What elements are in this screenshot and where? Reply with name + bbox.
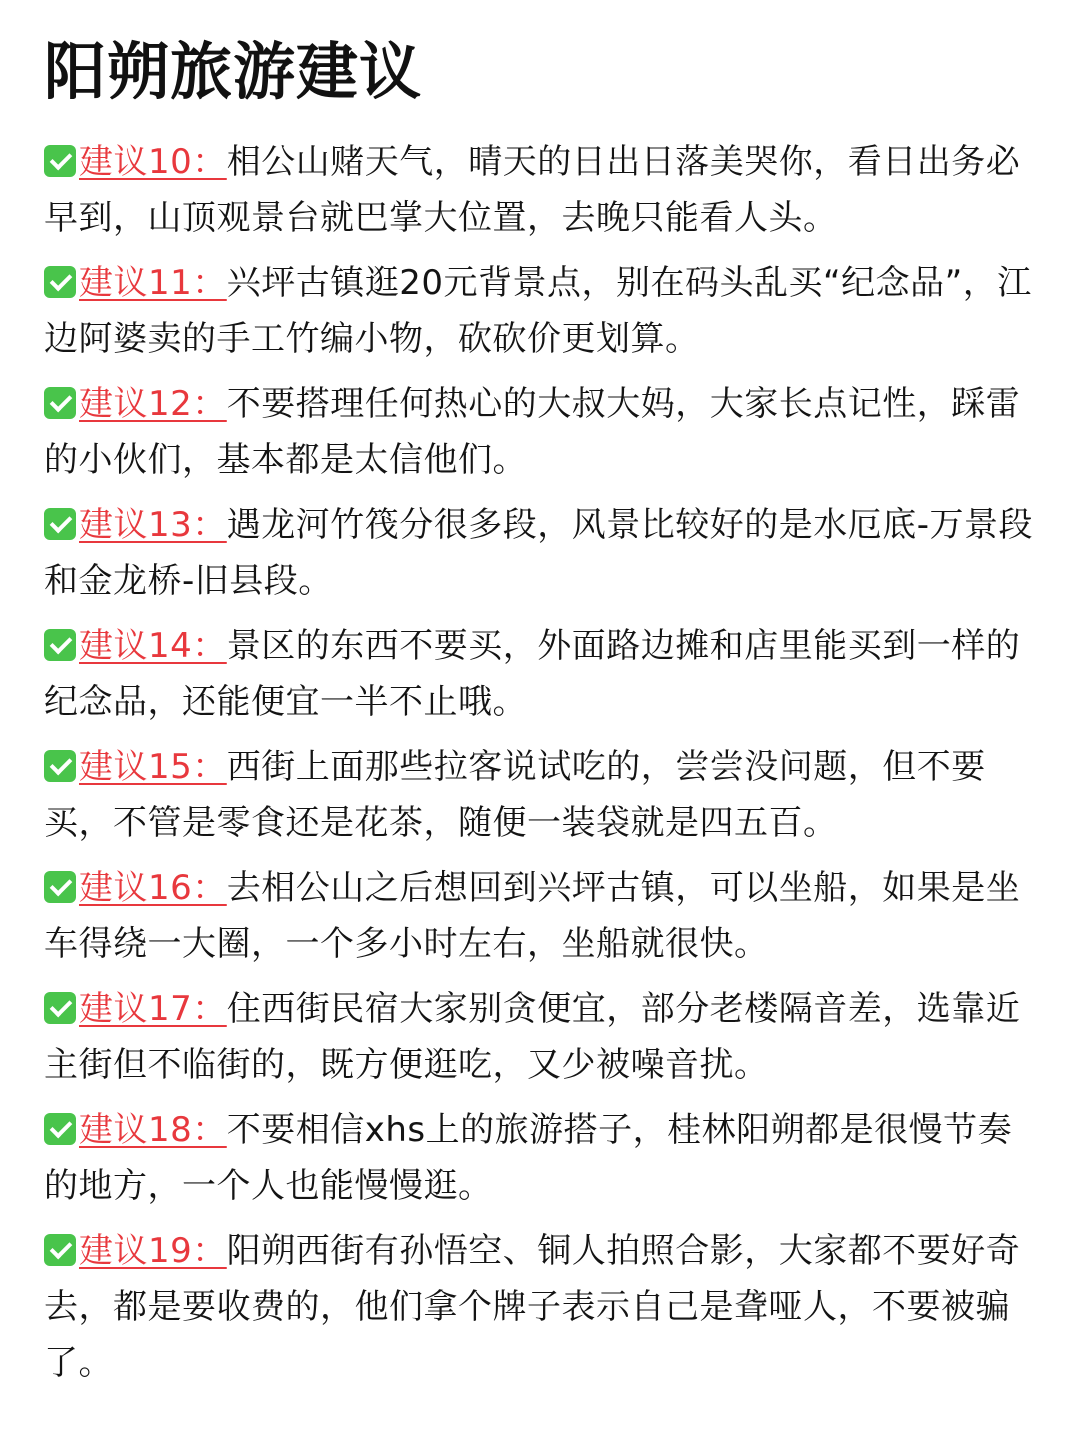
tip-text: 去相公山之后想回到兴坪古镇，可以坐船，如果是坐车得绕一大圈，一个多小时左右，坐船就很快。 [44,868,1021,964]
checkmark-icon [44,145,76,177]
checkmark-icon [44,508,76,540]
tip-text: 景区的东西不要买，外面路边摊和店里能买到一样的纪念品，还能便宜一半不止哦。 [44,626,1021,722]
tip-item [44,255,1036,367]
tip-text: 不要相信xhs上的旅游搭子，桂林阳朔都是很慢节奏的地方，一个人也能慢慢逛。 [44,1110,1013,1206]
checkmark-icon [44,387,76,419]
tip-item [44,739,1036,851]
tip-label: 建议12： [79,384,227,424]
checkmark-icon [44,629,76,661]
checkmark-icon [44,750,76,782]
tip-item [44,376,1036,488]
tip-item [44,1102,1036,1214]
tip-label: 建议13： [79,505,227,545]
tip-item [44,981,1036,1093]
tip-item [44,1223,1036,1391]
tip-text: 兴坪古镇逛20元背景点，别在码头乱买“纪念品”，江边阿婆卖的手工竹编小物，砍砍价更划算。 [44,263,1032,359]
tip-label: 建议15： [79,747,227,787]
tip-label: 建议14： [79,626,227,666]
tip-item [44,134,1036,246]
tip-item [44,497,1036,609]
tip-label: 建议18： [79,1110,227,1150]
tip-label: 建议17： [79,989,227,1029]
tips-list [44,134,1036,1391]
checkmark-icon [44,871,76,903]
tip-text: 阳朔西街有孙悟空、铜人拍照合影，大家都不要好奇去，都是要收费的，他们拿个牌子表示自己是聋哑人，不要被骗了。 [44,1231,1021,1383]
checkmark-icon [44,1113,76,1145]
tip-label: 建议11： [79,263,227,303]
checkmark-icon [44,266,76,298]
tip-item [44,618,1036,730]
checkmark-icon [44,1234,76,1266]
tip-label: 建议19： [79,1231,227,1271]
checkmark-icon [44,992,76,1024]
page-title: 阳朔旅游建议 [44,35,423,108]
tip-text: 相公山赌天气，晴天的日出日落美哭你，看日出务必早到，山顶观景台就巴掌大位置，去晚只能看人头。 [44,142,1021,238]
tip-label: 建议16： [79,868,227,908]
tip-text: 不要搭理任何热心的大叔大妈，大家长点记性，踩雷的小伙们，基本都是太信他们。 [44,384,1021,480]
tip-item [44,860,1036,972]
tip-text: 住西街民宿大家别贪便宜，部分老楼隔音差，选靠近主街但不临街的，既方便逛吃，又少被噪音扰。 [44,989,1021,1085]
tip-text: 遇龙河竹筏分很多段，风景比较好的是水厄底-万景段和金龙桥-旧县段。 [44,505,1034,601]
tip-label: 建议10： [79,142,227,182]
tip-text: 西街上面那些拉客说试吃的，尝尝没问题，但不要买，不管是零食还是花茶，随便一装袋就是四五百。 [44,747,986,843]
